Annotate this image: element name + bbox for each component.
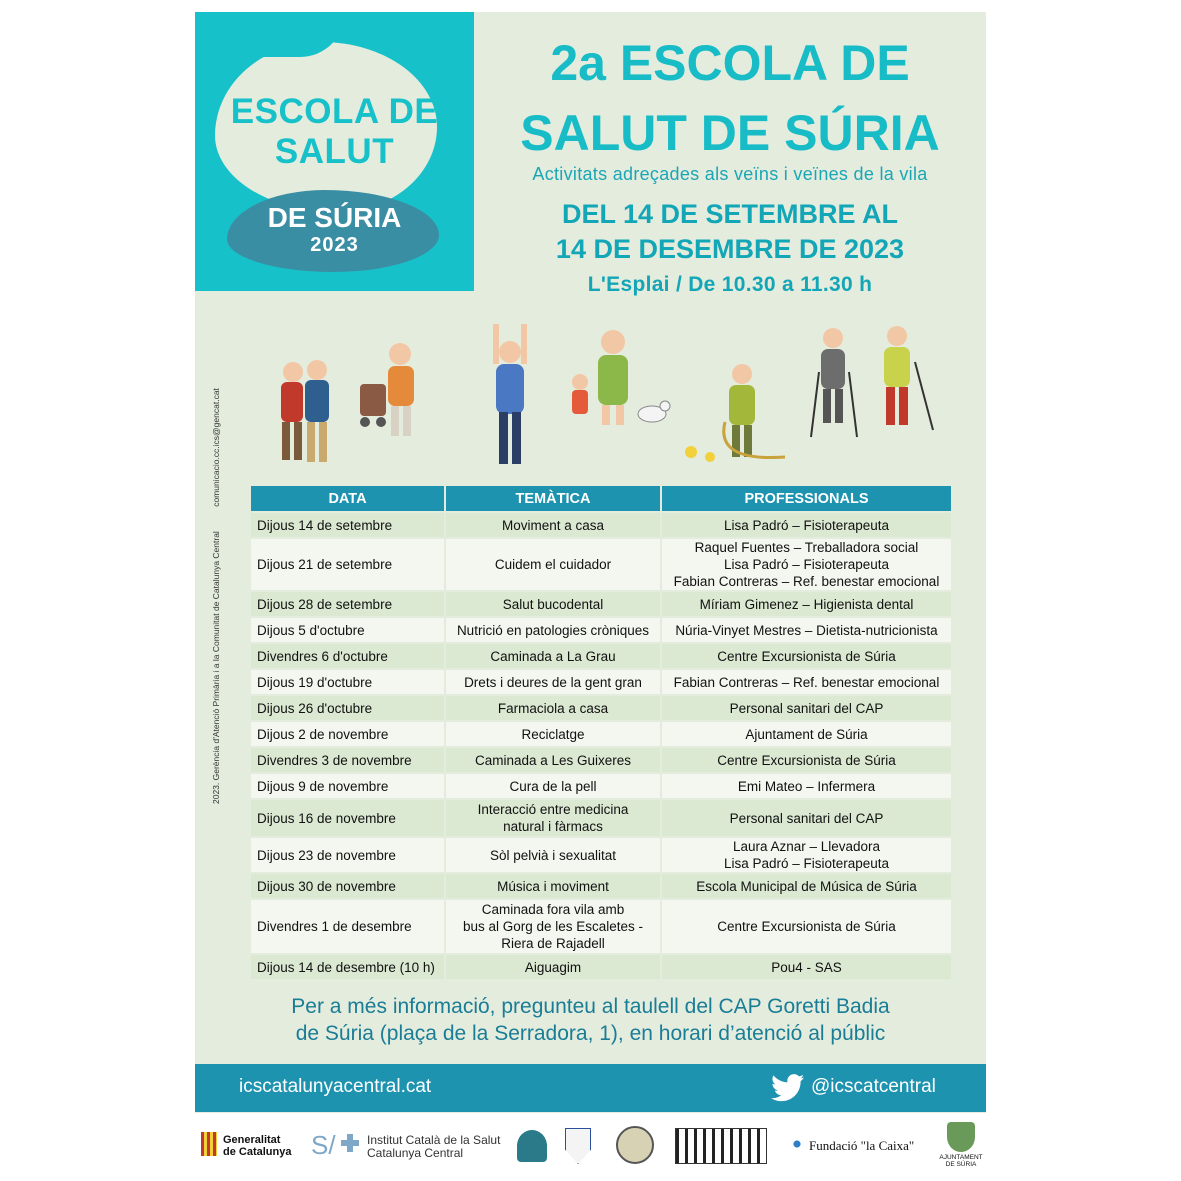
generalitat-logo xyxy=(223,1134,291,1158)
table-row xyxy=(251,696,951,720)
cell-topic xyxy=(446,539,660,590)
topic-line: Aiguagim xyxy=(524,959,582,975)
ajuntament-line-1: AJUNTAMENT xyxy=(939,1154,983,1161)
professional-line: Escola Municipal de Música de Súria xyxy=(696,878,917,894)
table-row xyxy=(251,800,951,836)
header-topic: TEMÀTICA xyxy=(446,486,660,511)
topic-line: Nutrició en patologies cròniques xyxy=(456,622,650,638)
cell-topic xyxy=(446,874,660,898)
schedule-table xyxy=(249,484,953,981)
website-link[interactable]: icscatalunyacentral.cat xyxy=(239,1076,432,1097)
cell-date: Dijous 9 de novembre xyxy=(251,774,444,798)
date-range-line-1: DEL 14 DE SETEMBRE AL xyxy=(561,199,899,229)
table-header-row xyxy=(251,486,951,511)
cell-professionals xyxy=(662,644,951,668)
fundacio-la-caixa-logo: Fundació "la Caixa" xyxy=(809,1138,915,1153)
subtitle: Activitats adreçades als veïns i veïnes de la vila xyxy=(532,164,928,184)
professional-line: Ajuntament de Súria xyxy=(745,726,868,742)
cell-professionals xyxy=(662,618,951,642)
poster xyxy=(195,12,986,1113)
cell-topic xyxy=(446,774,660,798)
professional-line: Míriam Gimenez – Higienista dental xyxy=(699,596,914,612)
la-caixa-star-icon xyxy=(789,1136,805,1152)
cell-date: Divendres 3 de novembre xyxy=(251,748,444,772)
table-row xyxy=(251,670,951,694)
cell-topic xyxy=(446,696,660,720)
topic-line: Reciclatge xyxy=(521,726,585,742)
cell-topic xyxy=(446,955,660,979)
cell-topic xyxy=(446,644,660,668)
topic-line: Moviment a casa xyxy=(501,517,605,533)
gardener-figure xyxy=(685,364,785,462)
professional-line: Emi Mateo – Infermera xyxy=(737,778,876,794)
side-credit xyxy=(211,366,221,804)
excursionist-centre-logo-icon xyxy=(675,1128,767,1164)
cell-professionals xyxy=(662,838,951,872)
topic-line: bus al Gorg de les Escaletes - xyxy=(462,919,644,934)
topic-line: Drets i deures de la gent gran xyxy=(464,674,642,690)
cell-topic xyxy=(446,838,660,872)
table-row xyxy=(251,838,951,872)
cell-professionals xyxy=(662,539,951,590)
logo-line-3: DE SÚRIA xyxy=(267,202,402,233)
title-line-2: SALUT DE SÚRIA xyxy=(520,105,940,161)
logo-bubble-cut xyxy=(195,12,345,57)
table-row xyxy=(251,774,951,798)
venue-time: L'Esplai / De 10.30 a 11.30 h xyxy=(587,273,873,296)
woman-child-dog-figure xyxy=(572,330,670,425)
topic-line: Interacció entre medicina xyxy=(477,802,629,817)
topic-line: Riera de Rajadell xyxy=(501,936,605,951)
professional-line: Lisa Padró – Fisioterapeuta xyxy=(723,557,890,572)
twitter-handle[interactable]: @icscatcentral xyxy=(811,1076,936,1097)
cell-date: Dijous 14 de setembre xyxy=(251,513,444,537)
cell-professionals xyxy=(662,722,951,746)
cell-topic xyxy=(446,513,660,537)
topic-line: Farmaciola a casa xyxy=(497,700,609,716)
cell-topic xyxy=(446,618,660,642)
cell-date: Dijous 5 d'octubre xyxy=(251,618,444,642)
table-row xyxy=(251,900,951,953)
cell-topic xyxy=(446,900,660,953)
cell-date: Dijous 26 d'octubre xyxy=(251,696,444,720)
cell-date: Dijous 19 d'octubre xyxy=(251,670,444,694)
cell-professionals xyxy=(662,800,951,836)
event-logo xyxy=(195,12,474,291)
table-row xyxy=(251,513,951,537)
music-school-logo-icon xyxy=(517,1130,547,1162)
ics-line-2: Catalunya Central xyxy=(367,1146,464,1160)
cell-professionals xyxy=(662,900,951,953)
cell-date: Dijous 21 de setembre xyxy=(251,539,444,590)
cell-topic xyxy=(446,722,660,746)
ics-line-1: Institut Català de la Salut xyxy=(367,1133,501,1147)
cell-professionals xyxy=(662,955,951,979)
cell-professionals xyxy=(662,748,951,772)
sponsor-logos xyxy=(195,1122,986,1174)
header-professionals: PROFESSIONALS xyxy=(662,486,951,511)
table-row xyxy=(251,539,951,590)
cell-topic xyxy=(446,748,660,772)
cell-date: Divendres 6 d'octubre xyxy=(251,644,444,668)
cell-professionals xyxy=(662,874,951,898)
credit-organization: 2023. Gerència d'Atenció Primària i a la Comunitat de Catalunya Central xyxy=(211,531,221,804)
generalitat-flag-icon xyxy=(201,1132,217,1156)
cell-topic xyxy=(446,800,660,836)
cell-date: Dijous 2 de novembre xyxy=(251,722,444,746)
credit-email: comunicacio.cc.ics@gencat.cat xyxy=(211,388,221,507)
topic-line: Caminada a Les Guixeres xyxy=(474,752,632,768)
professional-line: Pou4 - SAS xyxy=(771,959,842,975)
ics-logo xyxy=(367,1134,500,1160)
topic-line: natural i fàrmacs xyxy=(503,819,603,834)
professional-line: Centre Excursionista de Súria xyxy=(717,648,896,664)
cell-date: Dijous 30 de novembre xyxy=(251,874,444,898)
hikers-figure xyxy=(811,326,933,437)
logo-line-2: SALUT xyxy=(274,132,395,171)
professional-line: Personal sanitari del CAP xyxy=(729,810,884,826)
people-illustration xyxy=(255,312,955,472)
info-line-2: de Súria (plaça de la Serradora, 1), en horari d’atenció al públic xyxy=(295,1022,886,1045)
cell-professionals xyxy=(662,513,951,537)
cell-professionals xyxy=(662,592,951,616)
club-shield-icon xyxy=(565,1128,591,1164)
professional-line: Centre Excursionista de Súria xyxy=(717,919,896,934)
professional-line: Laura Aznar – Llevadora xyxy=(732,839,881,854)
professional-line: Fabian Contreras – Ref. benestar emocional xyxy=(673,574,940,589)
ics-cross-icon xyxy=(341,1134,359,1152)
professional-line: Fabian Contreras – Ref. benestar emocional xyxy=(673,674,940,690)
professional-line: Núria-Vinyet Mestres – Dietista-nutricionista xyxy=(675,622,938,638)
club-seal-icon xyxy=(616,1126,654,1164)
cell-topic xyxy=(446,670,660,694)
table-row xyxy=(251,644,951,668)
footer-bar xyxy=(195,1064,986,1112)
ajuntament-logo xyxy=(931,1154,991,1168)
header-date: DATA xyxy=(251,486,444,511)
topic-line: Música i moviment xyxy=(497,878,609,894)
topic-line: Caminada a La Grau xyxy=(490,648,616,664)
ajuntament-line-2: DE SÚRIA xyxy=(945,1161,977,1168)
table-row xyxy=(251,618,951,642)
title-line-1: 2a ESCOLA DE xyxy=(550,35,910,91)
info-line-1: Per a més informació, pregunteu al taulell del CAP Goretti Badia xyxy=(291,995,890,1018)
woman-with-cart-figure xyxy=(360,343,414,436)
professional-line: Personal sanitari del CAP xyxy=(729,700,884,716)
cell-date: Dijous 14 de desembre (10 h) xyxy=(251,955,444,979)
cell-date: Divendres 1 de desembre xyxy=(251,900,444,953)
cell-professionals xyxy=(662,774,951,798)
table-row xyxy=(251,955,951,979)
generalitat-line-2: de Catalunya xyxy=(223,1146,292,1158)
ics-mark: S/ xyxy=(311,1130,336,1160)
table-row xyxy=(251,722,951,746)
generalitat-line-1: Generalitat xyxy=(223,1134,281,1146)
topic-line: Salut bucodental xyxy=(502,596,604,612)
date-range-line-2: 14 DE DESEMBRE DE 2023 xyxy=(555,234,905,264)
table-row xyxy=(251,592,951,616)
twitter-bird-icon[interactable] xyxy=(771,1074,805,1102)
professional-line: Lisa Padró – Fisioterapeuta xyxy=(723,517,890,533)
professional-line: Lisa Padró – Fisioterapeuta xyxy=(723,856,890,871)
ajuntament-coat-of-arms-icon xyxy=(947,1122,975,1152)
stretching-man-figure xyxy=(493,324,527,464)
schedule-body xyxy=(251,513,951,979)
cell-date: Dijous 28 de setembre xyxy=(251,592,444,616)
logo-line-1: ESCOLA DE xyxy=(230,92,439,131)
professional-line: Raquel Fuentes – Treballadora social xyxy=(694,540,919,555)
table-row xyxy=(251,874,951,898)
walking-couple-figure xyxy=(281,360,329,462)
topic-line: Cura de la pell xyxy=(509,778,597,794)
topic-line: Sòl pelvià i sexualitat xyxy=(489,847,617,863)
cell-date: Dijous 23 de novembre xyxy=(251,838,444,872)
topic-line: Caminada fora vila amb xyxy=(481,902,625,917)
cell-professionals xyxy=(662,696,951,720)
professional-line: Centre Excursionista de Súria xyxy=(717,752,896,768)
table-row xyxy=(251,748,951,772)
cell-professionals xyxy=(662,670,951,694)
cell-date: Dijous 16 de novembre xyxy=(251,800,444,836)
topic-line: Cuidem el cuidador xyxy=(494,557,612,572)
cell-topic xyxy=(446,592,660,616)
logo-year: 2023 xyxy=(310,234,359,256)
